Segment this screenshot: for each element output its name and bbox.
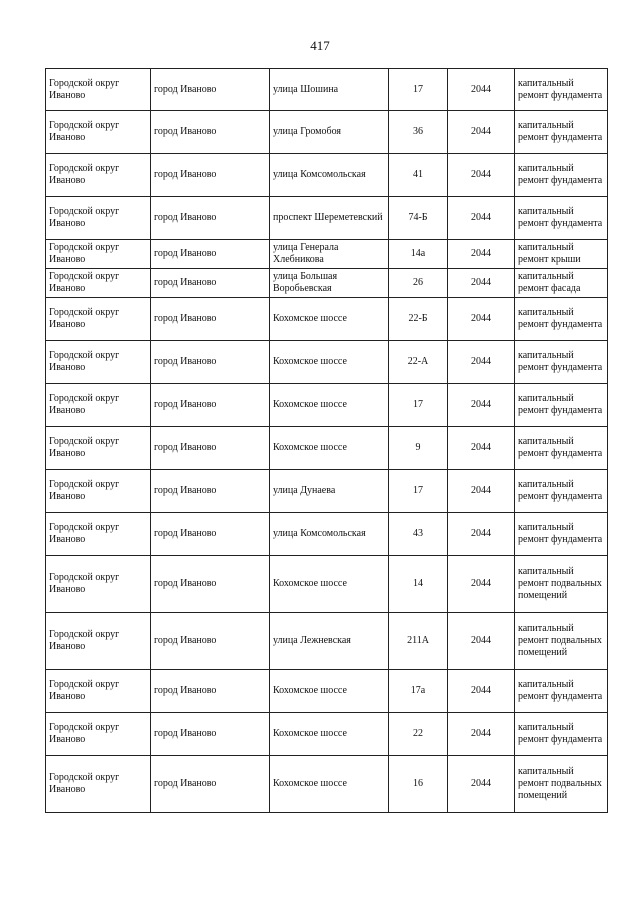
settlement-cell: город Иваново	[151, 240, 270, 269]
year-cell: 2044	[448, 713, 515, 756]
table-row	[46, 298, 608, 341]
settlement-cell: город Иваново	[151, 427, 270, 470]
municipality-cell: Городской округ Иваново	[46, 154, 151, 197]
table-row	[46, 240, 608, 269]
house-number-cell: 41	[389, 154, 448, 197]
settlement-cell: город Иваново	[151, 713, 270, 756]
municipality-cell: Городской округ Иваново	[46, 513, 151, 556]
settlement-cell: город Иваново	[151, 154, 270, 197]
year-cell: 2044	[448, 470, 515, 513]
work-type-cell: капитальный ремонт фундамента	[515, 341, 608, 384]
street-cell: улица Дунаева	[270, 470, 389, 513]
work-type-cell: капитальный ремонт фундамента	[515, 713, 608, 756]
table-row	[46, 69, 608, 111]
settlement-cell: город Иваново	[151, 341, 270, 384]
house-number-cell: 17	[389, 470, 448, 513]
table-row	[46, 341, 608, 384]
street-cell: улица Генерала Хлебникова	[270, 240, 389, 269]
table-row	[46, 713, 608, 756]
work-type-cell: капитальный ремонт фундамента	[515, 513, 608, 556]
house-number-cell: 16	[389, 756, 448, 813]
work-type-cell: капитальный ремонт фундамента	[515, 670, 608, 713]
work-type-cell: капитальный ремонт фундамента	[515, 298, 608, 341]
year-cell: 2044	[448, 298, 515, 341]
street-cell: проспект Шереметевский	[270, 197, 389, 240]
settlement-cell: город Иваново	[151, 269, 270, 298]
page-number: 417	[310, 38, 330, 53]
municipality-cell: Городской округ Иваново	[46, 613, 151, 670]
municipality-cell: Городской округ Иваново	[46, 670, 151, 713]
table-row	[46, 269, 608, 298]
settlement-cell: город Иваново	[151, 111, 270, 154]
table-row	[46, 613, 608, 670]
year-cell: 2044	[448, 111, 515, 154]
year-cell: 2044	[448, 756, 515, 813]
table-row	[46, 384, 608, 427]
street-cell: улица Комсомольская	[270, 154, 389, 197]
year-cell: 2044	[448, 427, 515, 470]
year-cell: 2044	[448, 341, 515, 384]
municipality-cell: Городской округ Иваново	[46, 240, 151, 269]
house-number-cell: 74-Б	[389, 197, 448, 240]
work-type-cell: капитальный ремонт фундамента	[515, 111, 608, 154]
year-cell: 2044	[448, 269, 515, 298]
street-cell: улица Большая Воробьевская	[270, 269, 389, 298]
year-cell: 2044	[448, 154, 515, 197]
house-number-cell: 36	[389, 111, 448, 154]
year-cell: 2044	[448, 513, 515, 556]
work-type-cell: капитальный ремонт крыши	[515, 240, 608, 269]
street-cell: Кохомское шоссе	[270, 298, 389, 341]
house-number-cell: 22	[389, 713, 448, 756]
settlement-cell: город Иваново	[151, 384, 270, 427]
municipality-cell: Городской округ Иваново	[46, 713, 151, 756]
house-number-cell: 211А	[389, 613, 448, 670]
year-cell: 2044	[448, 197, 515, 240]
street-cell: улица Комсомольская	[270, 513, 389, 556]
street-cell: улица Лежневская	[270, 613, 389, 670]
work-type-cell: капитальный ремонт фундамента	[515, 197, 608, 240]
table-row	[46, 756, 608, 813]
table-row	[46, 670, 608, 713]
year-cell: 2044	[448, 556, 515, 613]
work-type-cell: капитальный ремонт фундамента	[515, 470, 608, 513]
table-row	[46, 513, 608, 556]
house-number-cell: 22-Б	[389, 298, 448, 341]
settlement-cell: город Иваново	[151, 69, 270, 111]
settlement-cell: город Иваново	[151, 470, 270, 513]
settlement-cell: город Иваново	[151, 613, 270, 670]
municipality-cell: Городской округ Иваново	[46, 269, 151, 298]
municipality-cell: Городской округ Иваново	[46, 298, 151, 341]
municipality-cell: Городской округ Иваново	[46, 384, 151, 427]
municipality-cell: Городской округ Иваново	[46, 197, 151, 240]
table-row	[46, 197, 608, 240]
settlement-cell: город Иваново	[151, 197, 270, 240]
house-number-cell: 17	[389, 384, 448, 427]
street-cell: Кохомское шоссе	[270, 713, 389, 756]
year-cell: 2044	[448, 384, 515, 427]
street-cell: Кохомское шоссе	[270, 556, 389, 613]
house-number-cell: 17а	[389, 670, 448, 713]
table-row	[46, 427, 608, 470]
work-type-cell: капитальный ремонт фундамента	[515, 427, 608, 470]
house-number-cell: 9	[389, 427, 448, 470]
municipality-cell: Городской округ Иваново	[46, 341, 151, 384]
year-cell: 2044	[448, 670, 515, 713]
municipality-cell: Городской округ Иваново	[46, 427, 151, 470]
street-cell: Кохомское шоссе	[270, 756, 389, 813]
registry-table	[45, 68, 608, 813]
street-cell: Кохомское шоссе	[270, 384, 389, 427]
table-row	[46, 556, 608, 613]
house-number-cell: 22-А	[389, 341, 448, 384]
house-number-cell: 43	[389, 513, 448, 556]
street-cell: улица Шошина	[270, 69, 389, 111]
house-number-cell: 17	[389, 69, 448, 111]
work-type-cell: капитальный ремонт подвальных помещений	[515, 556, 608, 613]
street-cell: Кохомское шоссе	[270, 427, 389, 470]
street-cell: улица Громобоя	[270, 111, 389, 154]
work-type-cell: капитальный ремонт фасада	[515, 269, 608, 298]
table-row	[46, 154, 608, 197]
settlement-cell: город Иваново	[151, 670, 270, 713]
settlement-cell: город Иваново	[151, 298, 270, 341]
municipality-cell: Городской округ Иваново	[46, 111, 151, 154]
municipality-cell: Городской округ Иваново	[46, 69, 151, 111]
settlement-cell: город Иваново	[151, 756, 270, 813]
house-number-cell: 26	[389, 269, 448, 298]
house-number-cell: 14а	[389, 240, 448, 269]
municipality-cell: Городской округ Иваново	[46, 756, 151, 813]
work-type-cell: капитальный ремонт подвальных помещений	[515, 613, 608, 670]
year-cell: 2044	[448, 613, 515, 670]
settlement-cell: город Иваново	[151, 556, 270, 613]
settlement-cell: город Иваново	[151, 513, 270, 556]
work-type-cell: капитальный ремонт фундамента	[515, 69, 608, 111]
year-cell: 2044	[448, 240, 515, 269]
table-row	[46, 470, 608, 513]
work-type-cell: капитальный ремонт подвальных помещений	[515, 756, 608, 813]
street-cell: Кохомское шоссе	[270, 341, 389, 384]
table-row	[46, 111, 608, 154]
municipality-cell: Городской округ Иваново	[46, 556, 151, 613]
municipality-cell: Городской округ Иваново	[46, 470, 151, 513]
street-cell: Кохомское шоссе	[270, 670, 389, 713]
work-type-cell: капитальный ремонт фундамента	[515, 154, 608, 197]
work-type-cell: капитальный ремонт фундамента	[515, 384, 608, 427]
house-number-cell: 14	[389, 556, 448, 613]
registry-table-body	[46, 69, 608, 813]
year-cell: 2044	[448, 69, 515, 111]
